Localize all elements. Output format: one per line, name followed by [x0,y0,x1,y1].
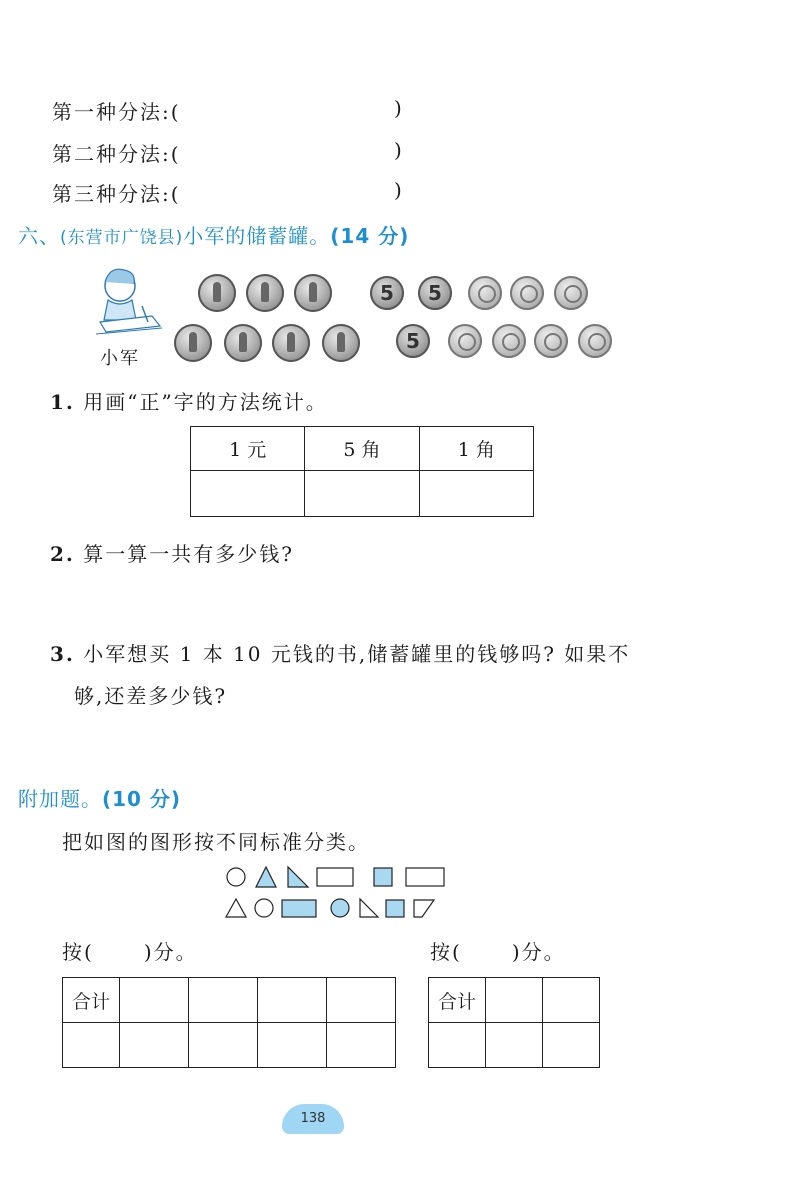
classify-cell[interactable] [258,1023,327,1068]
bonus-heading [18,783,181,812]
boy-label: 小军 [100,348,140,369]
method-close-1: ) [394,96,404,120]
method-label: 第二种分法:( [52,142,181,166]
classify-cell[interactable] [63,1023,120,1068]
question-number: 1. [50,390,75,414]
tally-header: 1 元 [191,427,305,471]
circle-shape [255,899,273,917]
coin-1-jiao [554,276,588,310]
section-source: (东营市广饶县) [60,228,184,248]
tally-header: 5 角 [305,427,419,471]
classify-cell[interactable] [120,978,189,1023]
coin-1-yuan [246,274,284,312]
classify-by-right [430,936,566,965]
classify-cell[interactable] [543,1023,600,1068]
classify-close: )分。 [511,940,566,964]
bonus-score: (10 分) [102,787,182,811]
classify-close: )分。 [143,940,198,964]
coin-value: 5 [380,281,394,305]
section-score: (14 分) [330,224,410,248]
coin-1-yuan [224,324,262,362]
tally-cell[interactable] [305,471,419,517]
question-text: 小军想买 1 本 10 元钱的书,储蓄罐里的钱够吗? 如果不 [83,642,631,666]
classify-cell[interactable] [189,1023,258,1068]
coin-5-jiao [418,276,452,310]
classify-cell[interactable] [429,1023,486,1068]
question-3 [50,638,630,667]
classify-cell[interactable] [189,978,258,1023]
coin-1-yuan [322,324,360,362]
tally-cell[interactable] [191,471,305,517]
question-text: 算一算一共有多少钱? [83,542,294,566]
tally-cell[interactable] [419,471,533,517]
page-number: 138 [300,1111,326,1126]
square-shape [386,900,404,917]
classify-open: 按( [62,940,94,964]
classify-by-left [62,936,198,965]
question-2 [50,538,294,567]
classify-cell[interactable] [543,978,600,1023]
bonus-instruction: 把如图的图形按不同标准分类。 [62,830,370,854]
classify-cell[interactable] [486,978,543,1023]
right-triangle-shape [360,899,378,917]
classify-cell[interactable] [327,1023,396,1068]
section-title: 小军的储蓄罐。 [183,224,331,248]
section-number: 六、 [18,224,60,248]
coin-5-jiao [370,276,404,310]
total-label: 合计 [63,978,120,1023]
classify-cell[interactable] [258,978,327,1023]
coin-value: 5 [406,329,420,353]
shapes-figure [222,862,448,924]
method-line-1 [52,96,181,125]
coin-1-jiao [534,324,568,358]
question-number: 2. [50,542,75,566]
tally-table [190,426,534,517]
method-line-3 [52,178,181,207]
coin-1-jiao [448,324,482,358]
bonus-title: 附加题。 [18,787,102,811]
page-number-badge [282,1104,344,1134]
method-close-2: ) [394,138,404,162]
total-label: 合计 [429,978,486,1023]
square-shape [374,868,392,886]
section-6-heading [18,220,409,249]
coin-value: 5 [428,281,442,305]
triangle-shape [256,867,276,887]
classify-cell[interactable] [120,1023,189,1068]
coin-1-jiao [468,276,502,310]
method-label: 第一种分法:( [52,100,181,124]
method-line-2 [52,138,181,167]
coin-1-yuan [294,274,332,312]
rectangle-shape [282,900,316,917]
question-1 [50,386,328,415]
coin-1-jiao [492,324,526,358]
circle-shape [227,868,245,886]
right-triangle-shape [288,867,308,887]
classify-cell[interactable] [327,978,396,1023]
classify-table-right [428,977,600,1068]
method-close-3: ) [394,178,404,202]
method-label: 第三种分法:( [52,182,181,206]
question-3-line-2: 够,还差多少钱? [74,684,228,708]
rectangle-shape [406,868,444,886]
classify-cell[interactable] [486,1023,543,1068]
question-number: 3. [50,642,75,666]
rectangle-shape [317,868,353,886]
classify-table-left [62,977,396,1068]
tally-header: 1 角 [419,427,533,471]
classify-open: 按( [430,940,462,964]
trapezoid-shape [414,900,434,917]
coin-1-yuan [198,274,236,312]
question-text: 用画“正”字的方法统计。 [83,390,328,414]
coin-1-yuan [174,324,212,362]
triangle-shape [226,899,246,917]
circle-shape [331,899,349,917]
boy-writing-illustration [92,262,168,344]
coin-1-yuan [272,324,310,362]
coin-1-jiao [578,324,612,358]
coin-1-jiao [510,276,544,310]
coin-5-jiao [396,324,430,358]
